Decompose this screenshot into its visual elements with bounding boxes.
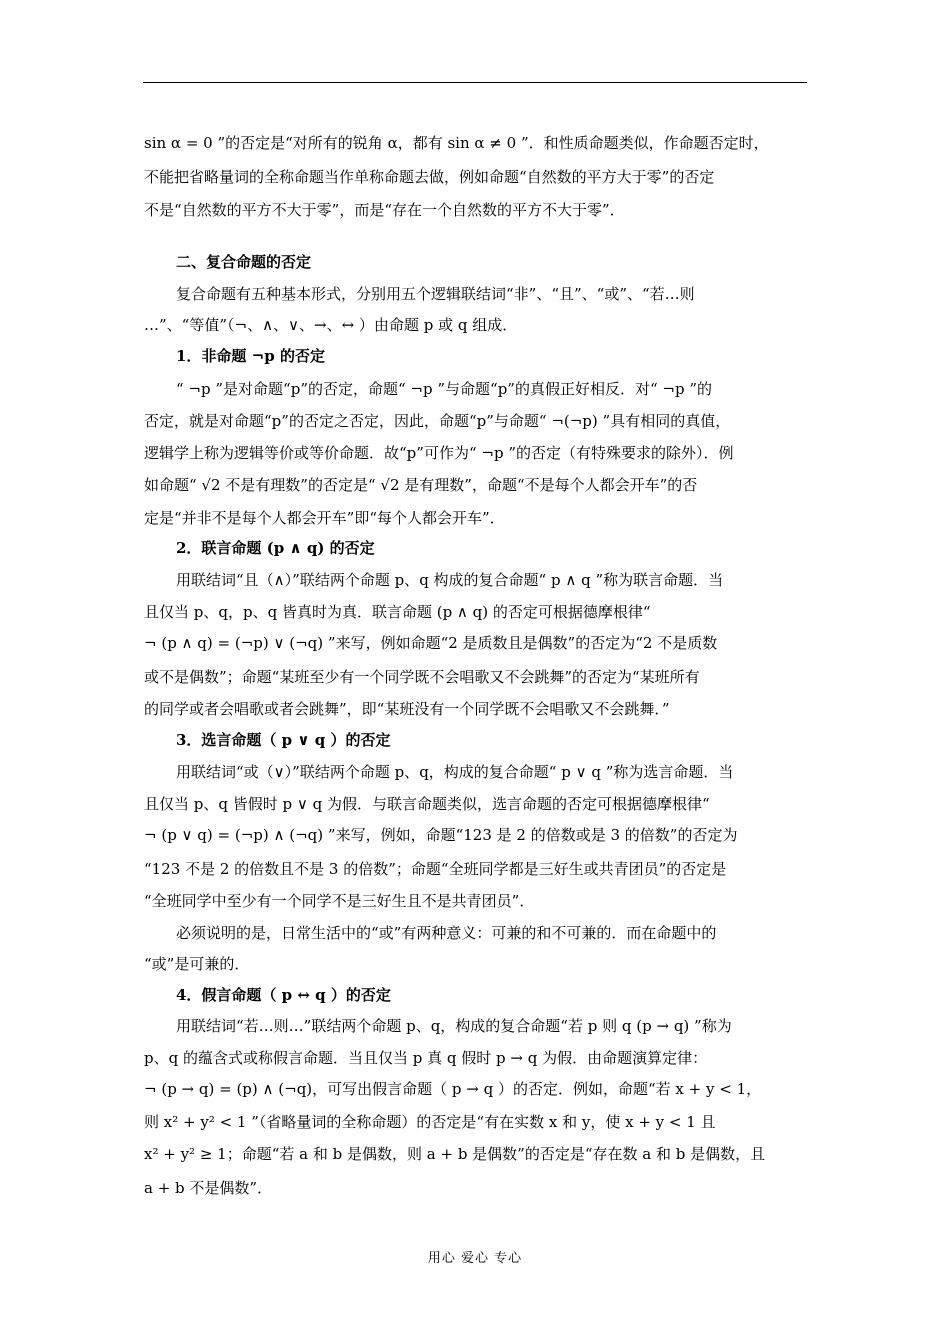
section-heading: 2．联言命题 (p ∧ q) 的否定 bbox=[176, 539, 375, 557]
text-line: “123 不是 2 的倍数且不是 3 的倍数”；命题“全班同学都是三好生或共青团员”的否定是 bbox=[144, 860, 727, 878]
text-line: ¬ (p ∨ q) = (¬p) ∧ (¬q) ”来写，例如，命题“123 是 2 的倍数或是 3 的倍数”的否定为 bbox=[144, 826, 738, 844]
text-line: 如命题“ √2 不是有理数”的否定是“ √2 是有理数”，命题“不是每个人都会开车”的否 bbox=[144, 476, 698, 494]
text-line: 用联结词“若…则…”联结两个命题 p、q，构成的复合命题“若 p 则 q (p → q) ”称为 bbox=[176, 1017, 732, 1035]
text-line: 且仅当 p、q 皆假时 p ∨ q 为假．与联言命题类似，选言命题的否定可根据德摩根律“ bbox=[144, 795, 710, 813]
text-line: 用联结词“且（∧）”联结两个命题 p、q 构成的复合命题“ p ∧ q ”称为联言命题．当 bbox=[176, 571, 724, 589]
text-line: 逻辑学上称为逻辑等价或等价命题．故“p”可作为“ ¬p ”的否定（有特殊要求的除外）．例 bbox=[144, 444, 734, 462]
text-line: ¬ (p ∧ q) = (¬p) ∨ (¬q) ”来写，例如命题“2 是质数且是偶数”的否定为“2 不是质数 bbox=[144, 634, 718, 652]
text-line: “或”是可兼的． bbox=[144, 955, 250, 973]
text-line: 则 x² + y² < 1 ”（省略量词的全称命题）的否定是“有在实数 x 和 y，使 x + y < 1 且 bbox=[144, 1113, 716, 1131]
text-line: 必须说明的是，日常生活中的“或”有两种意义：可兼的和不可兼的．而在命题中的 bbox=[176, 924, 717, 942]
section-heading: 3．选言命题（ p ∨ q ）的否定 bbox=[176, 731, 391, 749]
text-line: x² + y² ≥ 1；命题“若 a 和 b 是偶数，则 a + b 是偶数”的否定是“存在数 a 和 b 是偶数，且 bbox=[144, 1145, 766, 1163]
text-line: 的同学或者会唱歌或者会跳舞”，即“某班没有一个同学既不会唱歌又不会跳舞．” bbox=[144, 700, 670, 718]
text-line: 不能把省略量词的全称命题当作单称命题去做，例如命题“自然数的平方大于零”的否定 bbox=[144, 168, 715, 186]
text-line: 复合命题有五种基本形式，分别用五个逻辑联结词“非”、“且”、“或”、“若…则 bbox=[176, 285, 695, 303]
text-line: 否定，就是对命题“p”的否定之否定，因此，命题“p”与命题“ ¬(¬p) ”具有相同的真值， bbox=[144, 412, 731, 430]
text-line: 或不是偶数”；命题“某班至少有一个同学既不会唱歌又不会跳舞”的否定为“某班所有 bbox=[144, 668, 700, 686]
text-line: a + b 不是偶数”． bbox=[144, 1179, 273, 1197]
text-line: p、q 的蕴含式或称假言命题．当且仅当 p 真 q 假时 p → q 为假．由命题演算定律： bbox=[144, 1049, 708, 1067]
text-line: 且仅当 p、q，p、q 皆真时为真．联言命题 (p ∧ q) 的否定可根据德摩根律“ bbox=[144, 603, 651, 621]
header-rule bbox=[143, 82, 807, 83]
section-heading: 4．假言命题（ p ↔ q ）的否定 bbox=[176, 986, 391, 1004]
text-line: “ ¬p ”是对命题“p”的否定，命题“ ¬p ”与命题“p”的真假正好相反．对“ ¬p ”的 bbox=[176, 380, 713, 398]
text-line: …”、“等值”（¬、∧、∨、→、↔ ）由命题 p 或 q 组成． bbox=[144, 316, 518, 334]
text-line: ¬ (p → q) = (p) ∧ (¬q)，可写出假言命题（ p → q ）的否定．例如，命题“若 x + y < 1， bbox=[144, 1080, 762, 1098]
section-heading: 二、复合命题的否定 bbox=[176, 253, 312, 271]
text-line: “全班同学中至少有一个同学不是三好生且不是共青团员”． bbox=[144, 892, 535, 910]
text-line: sin α = 0 ”的否定是“对所有的锐角 α，都有 sin α ≠ 0 ”．和性质命题类似，作命题否定时， bbox=[144, 134, 769, 152]
page-footer: 用心 爱心 专心 bbox=[427, 1251, 523, 1266]
text-line: 定是“并非不是每个人都会开车”即“每个人都会开车”． bbox=[144, 509, 505, 527]
text-line: 用联结词“或（∨）”联结两个命题 p、q，构成的复合命题“ p ∨ q ”称为选言命题．当 bbox=[176, 763, 734, 781]
text-line: 不是“自然数的平方不大于零”，而是“存在一个自然数的平方不大于零”． bbox=[144, 201, 625, 219]
section-heading: 1．非命题 ¬p 的否定 bbox=[176, 347, 325, 365]
